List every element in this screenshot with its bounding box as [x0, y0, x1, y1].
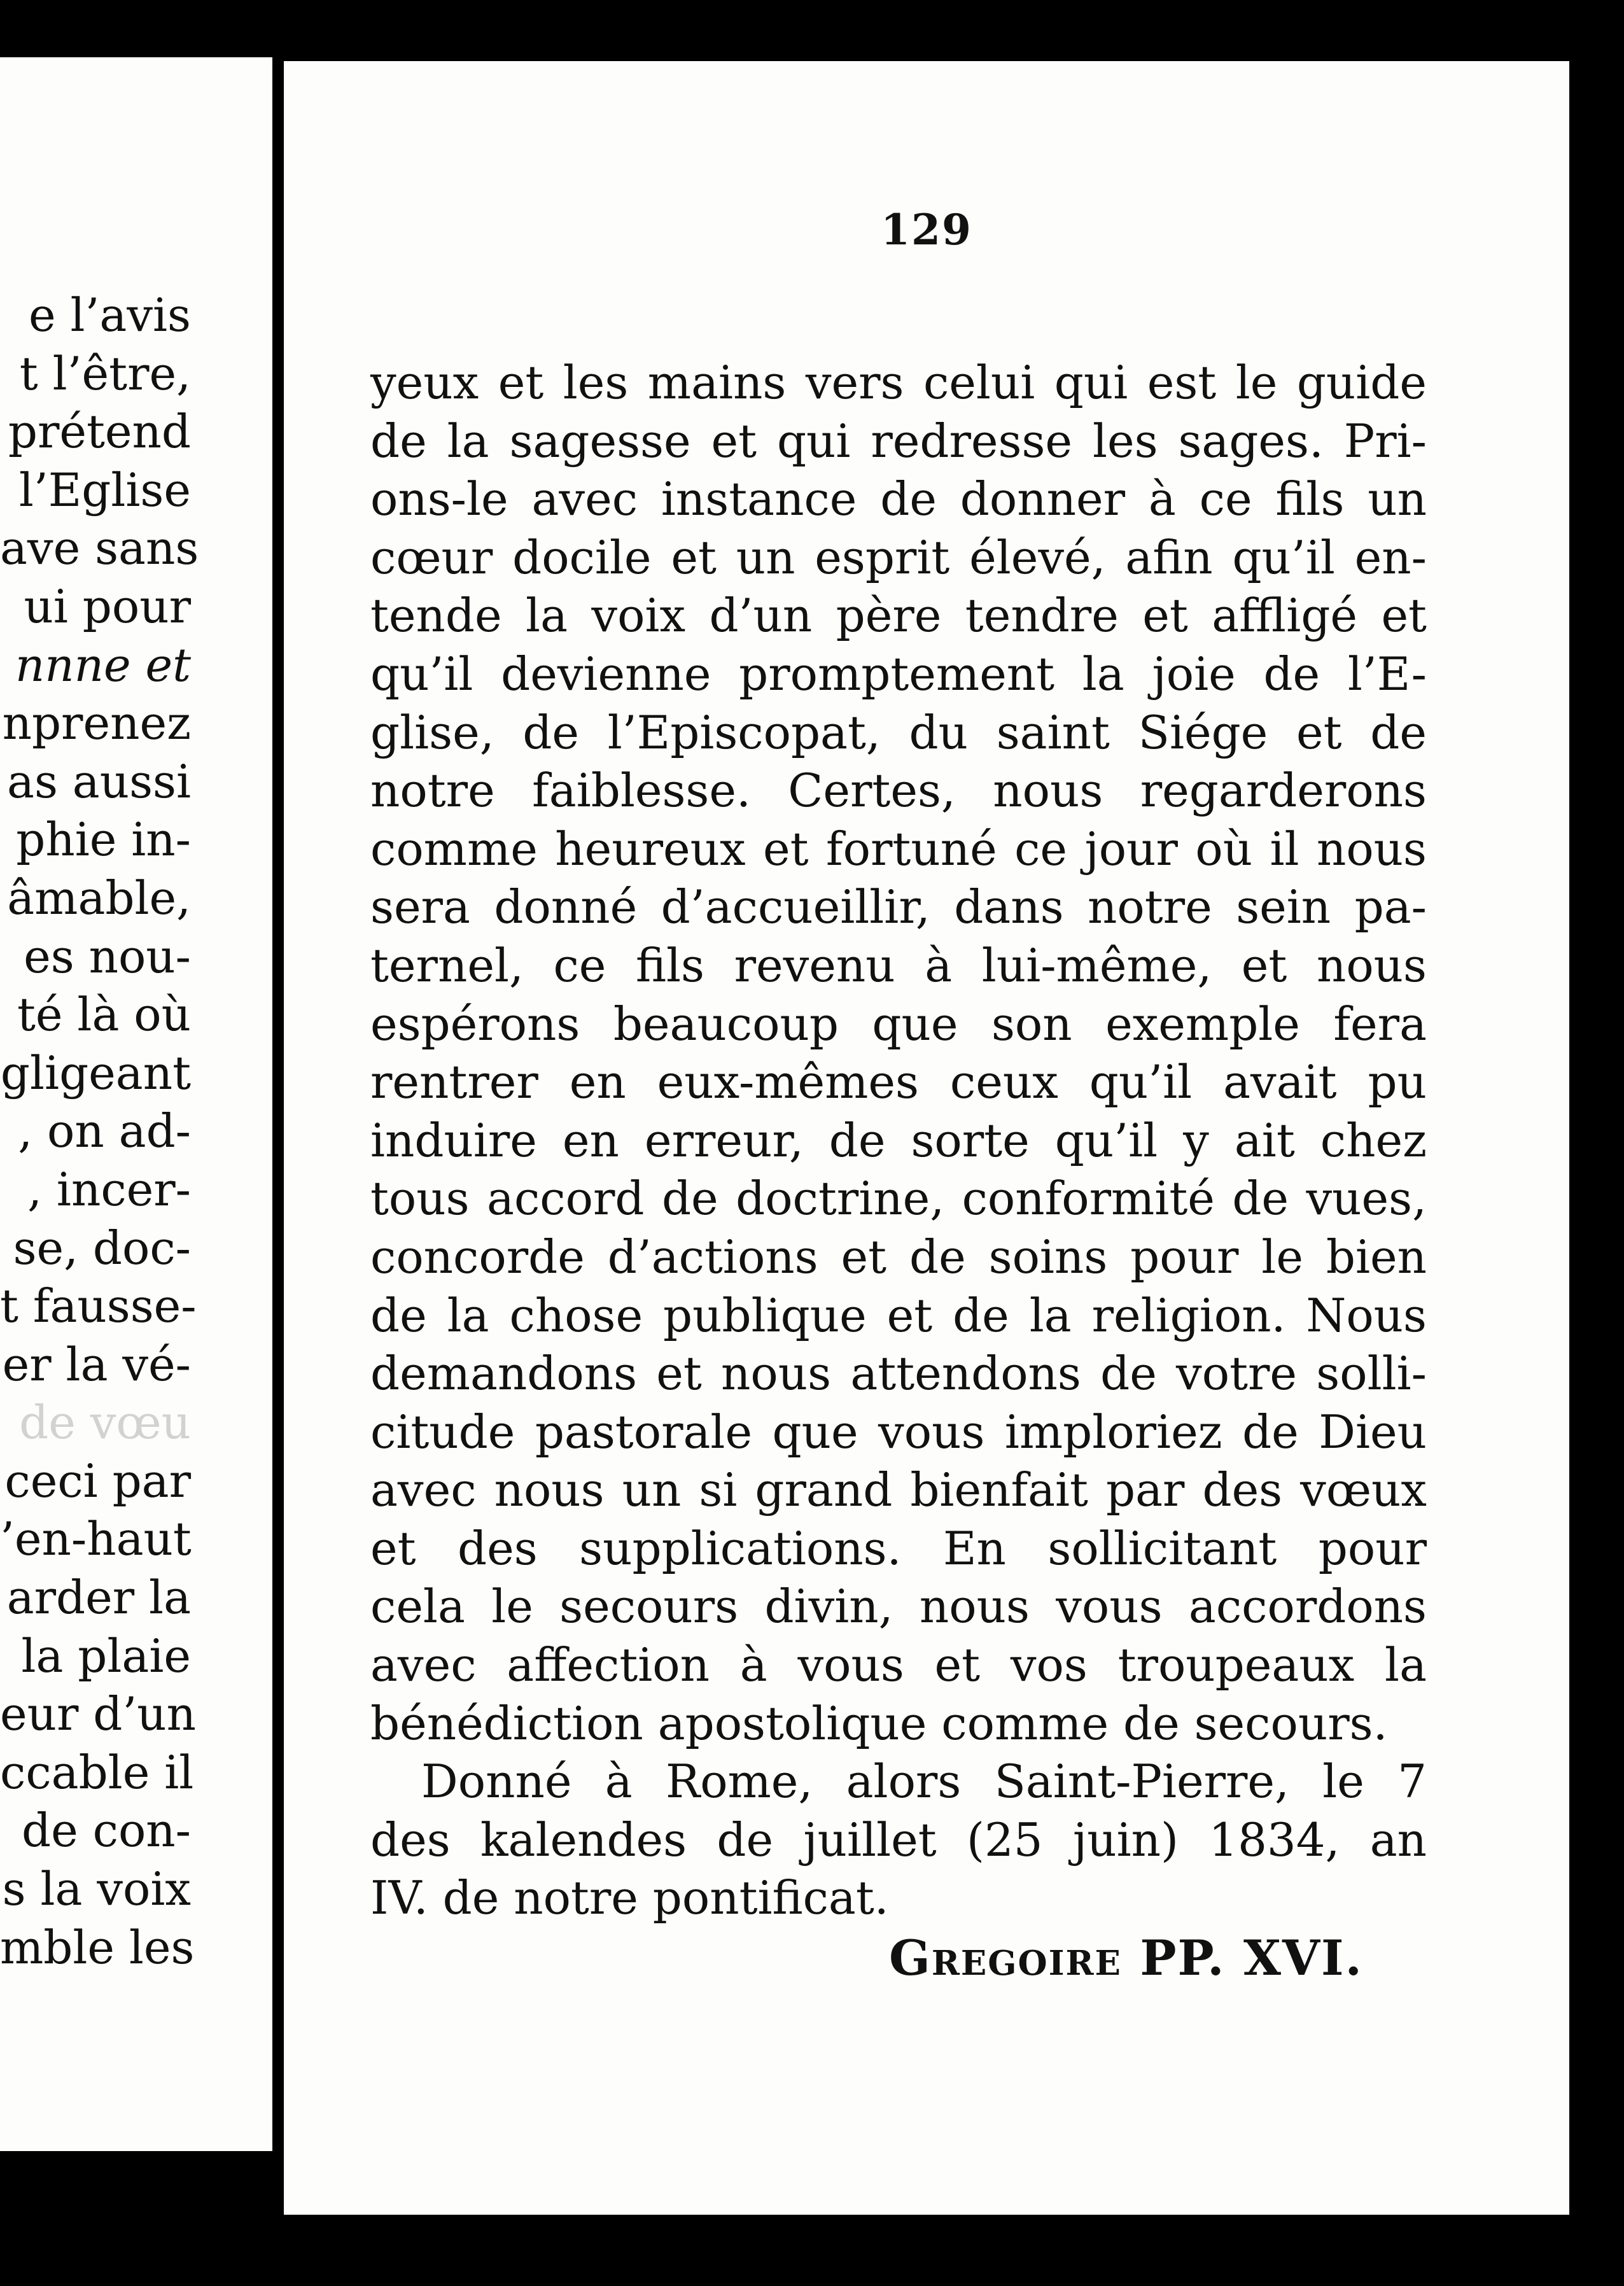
text-line: de con-	[22, 1804, 191, 1858]
text-line: yeux et les mains vers celui qui est le guide	[370, 356, 1427, 409]
right-page	[284, 61, 1569, 2215]
text-line: glise, de l’Episcopat, du saint Siége et de	[370, 705, 1427, 759]
text-line: , incer-	[27, 1162, 191, 1216]
text-line: ccable il	[0, 1745, 194, 1799]
text-line: de la chose publique et de la religion. Nous	[370, 1288, 1427, 1342]
text-line: demandons et nous attendons de votre solli-	[370, 1347, 1427, 1401]
text-line: es nou-	[24, 929, 191, 983]
text-line-bleed: de vœu	[19, 1396, 191, 1450]
text-line: citude pastorale que vous imploriez de Dieu	[370, 1405, 1427, 1459]
text-line: des kalendes de juillet (25 juin) 1834, an	[370, 1813, 1427, 1867]
text-line: s la voix	[2, 1862, 191, 1916]
text-line: concorde d’actions et de soins pour le bien	[370, 1230, 1427, 1284]
text-line: avec nous un si grand bienfait par des vœux	[370, 1463, 1427, 1517]
page-number: 129	[881, 205, 972, 255]
text-line: tous accord de doctrine, conformité de vues,	[370, 1172, 1427, 1226]
text-line: avec affection à vous et vos troupeaux la	[370, 1638, 1427, 1692]
text-line: âmable,	[7, 871, 191, 925]
text-line: induire en erreur, de sorte qu’il y ait chez	[370, 1113, 1427, 1167]
text-line: cœur docile et un esprit élevé, afin qu’il en-	[370, 530, 1427, 584]
text-line: Donné à Rome, alors Saint-Pierre, le 7	[421, 1755, 1427, 1809]
text-line: mble les	[0, 1920, 195, 1974]
text-line: ceci par	[4, 1454, 191, 1508]
text-line: tende la voix d’un père tendre et affligé et	[370, 589, 1427, 643]
text-line: rentrer en eux-mêmes ceux qu’il avait pu	[370, 1055, 1427, 1109]
text-line: bénédiction apostolique comme de secours.	[370, 1696, 1388, 1750]
text-line: t fausse-	[0, 1279, 197, 1333]
text-line: gligeant	[0, 1046, 191, 1100]
text-line: ave sans	[0, 521, 199, 575]
left-page-text	[0, 286, 199, 1977]
text-line: eur d’un	[0, 1687, 197, 1741]
text-line: ternel, ce fils revenu à lui-même, et nous	[370, 938, 1427, 992]
text-line: té là où	[17, 988, 191, 1042]
text-line: arder la	[6, 1571, 191, 1625]
text-line: sera donné d’accueillir, dans notre sein pa-	[370, 880, 1427, 934]
text-line: cela le secours divin, nous vous accordons	[370, 1580, 1427, 1634]
text-line: qu’il devienne promptement la joie de l’E-	[370, 647, 1427, 701]
text-line: la plaie	[21, 1629, 191, 1683]
text-line: comme heureux et fortuné ce jour où il nous	[370, 822, 1427, 876]
text-line: e l’avis	[29, 288, 191, 342]
text-line: , on ad-	[18, 1104, 191, 1158]
text-line: ui pour	[24, 579, 191, 633]
text-line: ’en-haut	[0, 1512, 192, 1566]
text-line: IV. de notre pontificat.	[370, 1871, 889, 1925]
text-line: l’Eglise	[18, 463, 191, 517]
text-line: et des supplications. En sollicitant pour	[370, 1521, 1427, 1575]
text-line: as aussi	[7, 754, 191, 808]
text-line: t l’être,	[19, 346, 191, 400]
text-line: se, doc-	[13, 1221, 191, 1275]
text-line: notre faiblesse. Certes, nous regarderons	[370, 764, 1427, 818]
text-line: er la vé-	[2, 1337, 191, 1391]
text-line: de la sagesse et qui redresse les sages. Pri-	[370, 414, 1427, 468]
text-line: nprenez	[2, 696, 191, 750]
body-text	[370, 354, 1427, 1989]
text-line: espérons beaucoup que son exemple fera	[370, 997, 1427, 1051]
text-line: nnne et	[15, 638, 191, 692]
text-line: phie in-	[16, 813, 191, 867]
text-line: ons-le avec instance de donner à ce fils un	[370, 472, 1427, 526]
signature: Gregoire PP. XVI.	[888, 1930, 1363, 1987]
left-page-fragment	[0, 57, 272, 2151]
text-line: prétend	[8, 405, 191, 459]
